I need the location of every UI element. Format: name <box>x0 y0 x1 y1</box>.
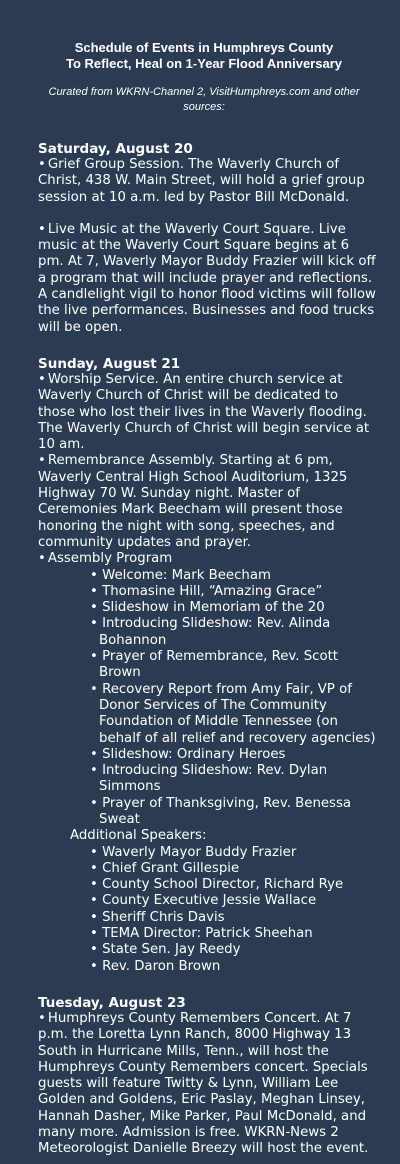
title-line-1: Schedule of Events in Humphreys County <box>74 40 334 55</box>
additional-speakers-label: Additional Speakers: <box>70 828 207 844</box>
list-item: • Welcome: Mark Beecham <box>90 567 271 583</box>
list-item: • Recovery Report from Amy Fair, VP of Donor Services of The Community Foundation of Middle Tennessee (on behalf of all relief and recovery agencies) <box>90 681 376 746</box>
saturday-item-music: • Live Music at the Waverly Court Square. Live music at the Waverly Court Square begins at 6 pm. At 7, Waverly Mayor Buddy Frazier will kick off a program that will include prayer and reflections. A candlelight vigil to honor flood victims will follow the live performances. Businesses and food trucks will be open. <box>38 221 376 335</box>
list-item: • State Sen. Jay Reedy <box>90 942 241 958</box>
list-item: • Chief Grant Gillespie <box>90 860 240 876</box>
bullet-icon: • <box>38 551 46 567</box>
sunday-section <box>38 356 378 975</box>
bullet-icon: • <box>38 157 46 172</box>
list-item: • Prayer of Remembrance, Rev. Scott Brown <box>90 649 339 681</box>
curated-note: Curated from WKRN-Channel 2, VisitHumphreys.com and other sources: <box>48 86 360 113</box>
bullet-icon: • <box>38 453 46 469</box>
list-item: • Waverly Mayor Buddy Frazier <box>90 844 297 860</box>
page-title <box>38 40 378 72</box>
list-item: • Prayer of Thanksgiving, Rev. Benessa Sweat <box>90 795 352 827</box>
list-item: • Introducing Slideshow: Rev. Dylan Simmons <box>90 763 328 795</box>
sunday-heading: Sunday, August 21 <box>38 355 181 372</box>
list-item: • Slideshow in Memoriam of the 20 <box>90 600 325 616</box>
list-item: • TEMA Director: Patrick Sheehan <box>90 926 313 942</box>
sunday-program-label: • Assembly Program <box>38 551 173 567</box>
saturday-item-grief: • Grief Group Session. The Waverly Church of Christ, 438 W. Main Street, will hold a grief group session at 10 a.m. led by Pastor Bill McDonald. <box>38 157 365 205</box>
sunday-item-assembly: • Remembrance Assembly. Starting at 6 pm, Waverly Central High School Auditorium, 1325 Highway 70 W. Sunday night. Master of Ceremonies Mark Beecham will present those honoring the night with song, speeches, and community updates and prayer. <box>38 453 348 550</box>
sunday-item-worship: • Worship Service. An entire church service at Waverly Church of Christ will be dedicated to those who lost their lives in the Waverly flooding. The Waverly Church of Christ will begin service at 10 am. <box>38 371 370 453</box>
saturday-heading: Saturday, August 20 <box>38 141 193 157</box>
list-item: • County Executive Jessie Wallace <box>90 893 317 909</box>
list-item: • Thomasine Hill, “Amazing Grace” <box>90 583 323 599</box>
list-item: • Sheriff Chris Davis <box>90 909 225 925</box>
list-item: • Introducing Slideshow: Rev. Alinda Bohannon <box>90 616 331 648</box>
title-line-2: To Reflect, Heal on 1-Year Flood Anniversary <box>66 56 342 71</box>
additional-speakers-list <box>38 845 378 975</box>
saturday-section <box>38 141 378 336</box>
tuesday-item-concert: • Humphreys County Remembers Concert. At 7 p.m. the Loretta Lynn Ranch, 8000 Highway 13 South in Hurricane Mills, Tenn., will host the Humphreys County Remembers concert. Specials guests will feature Twitty & Lynn, William Lee Golden and Goldens, Eric Paslay, Meghan Linsey, Hannah Dasher, Mike Parker, Paul McDonald, and many more. Admission is free. WKRN-News 2 Meteorologist Danielle Breezy will host the event. <box>38 1010 369 1157</box>
tuesday-section <box>38 995 378 1158</box>
list-item: • Rev. Daron Brown <box>90 958 221 974</box>
bullet-icon: • <box>38 221 46 237</box>
bullet-icon: • <box>38 1010 46 1026</box>
bullet-icon: • <box>38 371 46 387</box>
list-item: • County School Director, Richard Rye <box>90 877 344 893</box>
assembly-program-list <box>38 568 378 829</box>
tuesday-heading: Tuesday, August 23 <box>38 994 186 1011</box>
list-item: • Slideshow: Ordinary Heroes <box>90 746 286 762</box>
